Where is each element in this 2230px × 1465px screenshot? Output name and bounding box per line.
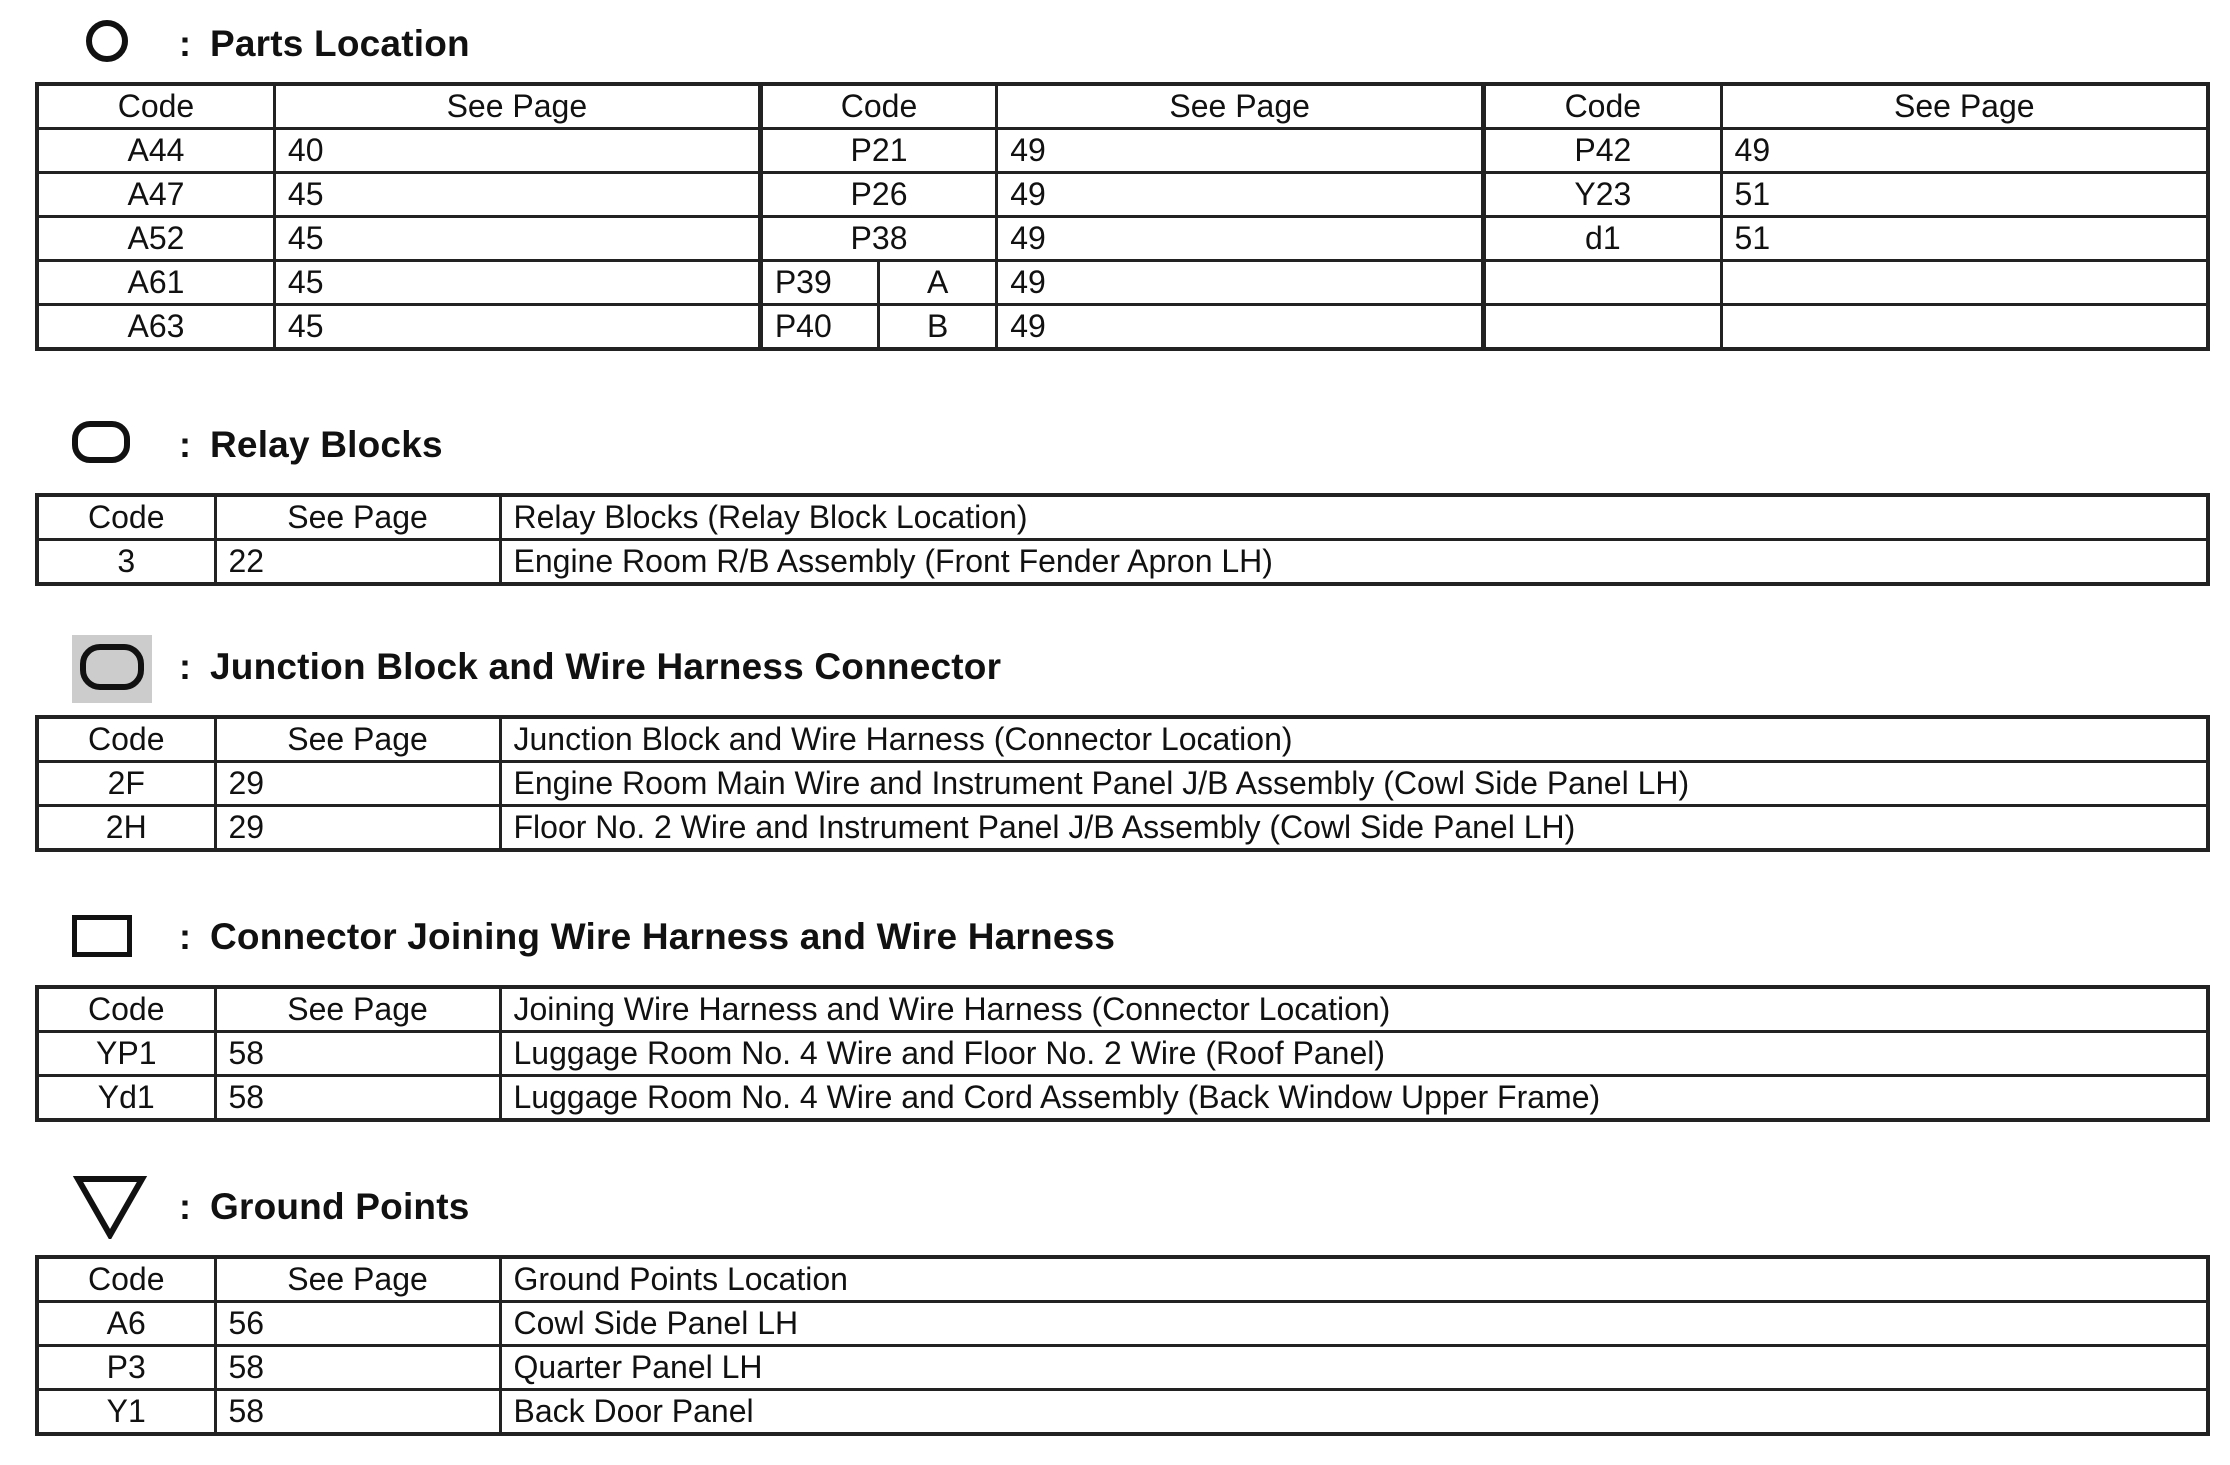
table-row: 2F 29 Engine Room Main Wire and Instrument Panel J/B Assembly (Cowl Side Panel LH) — [37, 762, 2208, 806]
ground-triangle-icon — [70, 1177, 160, 1237]
ground-points-table — [35, 1255, 2210, 1436]
junction-block-table — [35, 715, 2210, 852]
table-row: A47 45 P26 49 Y23 51 — [37, 173, 2208, 217]
filled-rounded-rectangle-icon — [70, 637, 160, 697]
table-row: P3 58 Quarter Panel LH — [37, 1346, 2208, 1390]
table-row: A6 56 Cowl Side Panel LH — [37, 1302, 2208, 1346]
table-row: 2H 29 Floor No. 2 Wire and Instrument Panel J/B Assembly (Cowl Side Panel LH) — [37, 806, 2208, 851]
table-header-row: Code See Page Joining Wire Harness and Wire Harness (Connector Location) — [37, 987, 2208, 1032]
table-header-row: Code See Page Junction Block and Wire Harness (Connector Location) — [37, 717, 2208, 762]
table-row: 3 22 Engine Room R/B Assembly (Front Fender Apron LH) — [37, 540, 2208, 585]
parts-location-heading: : Parts Location — [70, 14, 470, 74]
table-row: Yd1 58 Luggage Room No. 4 Wire and Cord Assembly (Back Window Upper Frame) — [37, 1076, 2208, 1121]
table-header-row: Code See Page Relay Blocks (Relay Block Location) — [37, 495, 2208, 540]
table-row: A61 45 P39 A 49 — [37, 261, 2208, 305]
junction-block-title: Junction Block and Wire Harness Connector — [210, 646, 1002, 687]
connector-joining-table — [35, 985, 2210, 1122]
rectangle-icon — [70, 907, 160, 967]
parts-location-table — [35, 82, 2210, 351]
relay-blocks-title: Relay Blocks — [210, 424, 443, 465]
connector-joining-heading: : Connector Joining Wire Harness and Wire Harness — [70, 907, 1115, 967]
junction-block-heading: : Junction Block and Wire Harness Connector — [70, 637, 1001, 697]
rounded-rectangle-icon — [70, 415, 160, 475]
table-header-row: Code See Page Code See Page Code See Page — [37, 84, 2208, 129]
table-row: A63 45 P40 B 49 — [37, 305, 2208, 350]
table-row: YP1 58 Luggage Room No. 4 Wire and Floor No. 2 Wire (Roof Panel) — [37, 1032, 2208, 1076]
table-row: A44 40 P21 49 P42 49 — [37, 129, 2208, 173]
table-row: Y1 58 Back Door Panel — [37, 1390, 2208, 1435]
table-header-row: Code See Page Ground Points Location — [37, 1257, 2208, 1302]
circle-icon — [70, 14, 160, 74]
connector-joining-title: Connector Joining Wire Harness and Wire Harness — [210, 916, 1116, 957]
ground-points-title: Ground Points — [210, 1186, 470, 1227]
ground-points-heading: : Ground Points — [70, 1177, 470, 1237]
table-row: A52 45 P38 49 d1 51 — [37, 217, 2208, 261]
relay-blocks-heading: : Relay Blocks — [70, 415, 443, 475]
relay-blocks-table — [35, 493, 2210, 586]
parts-location-title: Parts Location — [210, 23, 470, 64]
